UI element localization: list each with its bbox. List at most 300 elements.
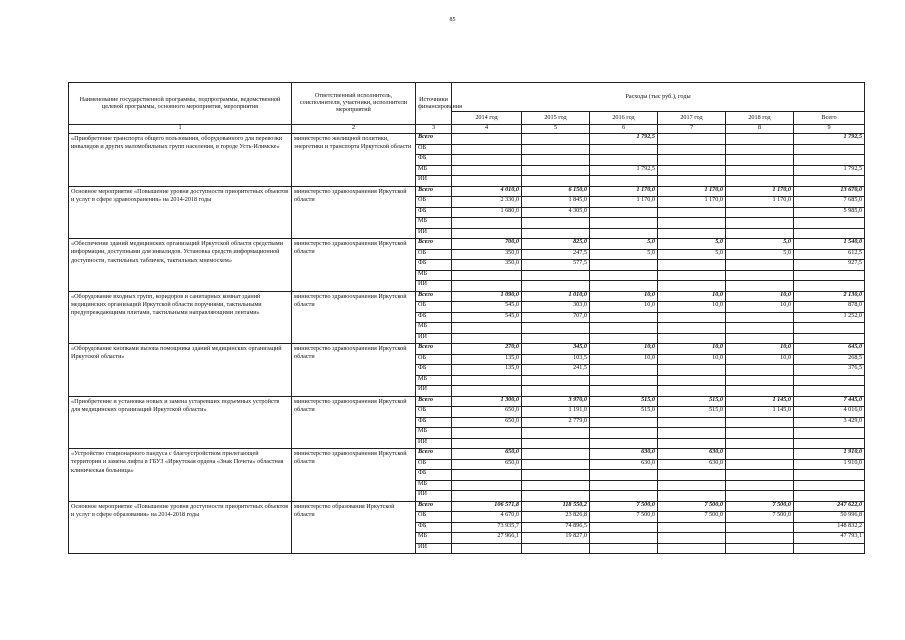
year-value: 10,0: [658, 291, 726, 302]
funding-source: ФБ: [416, 470, 452, 481]
year-value: [726, 312, 794, 323]
year-value: [452, 491, 522, 502]
year-value: 7 500,0: [590, 501, 658, 512]
year-value: [726, 428, 794, 439]
funding-source: ОБ: [416, 407, 452, 418]
year-value: [522, 449, 590, 460]
year-value: 10,0: [590, 344, 658, 355]
year-value: 135,0: [452, 365, 522, 376]
year-value: [590, 155, 658, 166]
year-value: 5,0: [726, 249, 794, 260]
year-value: [522, 480, 590, 491]
year-value: [522, 438, 590, 449]
year-value: [452, 176, 522, 187]
year-value: [590, 533, 658, 544]
responsible-executor: министерство здравоохранения Иркутской области: [292, 449, 416, 502]
total-value: [794, 155, 865, 166]
year-value: [726, 218, 794, 229]
year-value: 4 305,0: [522, 207, 590, 218]
year-value: [726, 438, 794, 449]
year-value: 241,5: [522, 365, 590, 376]
year-value: 7 500,0: [726, 501, 794, 512]
year-value: 1 170,0: [590, 186, 658, 197]
year-value: 1 010,0: [522, 291, 590, 302]
measure-name: «Оборудование кнопками вызова помощника зданий медицинских организаций Иркутской области»: [69, 344, 292, 397]
total-value: 47 793,1: [794, 533, 865, 544]
year-value: 630,0: [658, 459, 726, 470]
column-number: 7: [658, 125, 726, 134]
year-value: [658, 470, 726, 481]
table-body: [69, 134, 865, 554]
funding-source: МБ: [416, 533, 452, 544]
year-value: [522, 459, 590, 470]
year-value: 1 191,0: [522, 407, 590, 418]
header-year: 2018 год: [726, 112, 794, 125]
funding-source: ИИ: [416, 333, 452, 344]
year-value: 10,0: [658, 344, 726, 355]
year-value: 3 970,0: [522, 396, 590, 407]
header-year: 2014 год: [452, 112, 522, 125]
year-value: 630,0: [658, 449, 726, 460]
funding-source: ОБ: [416, 512, 452, 523]
total-value: [794, 470, 865, 481]
funding-source: Всего: [416, 186, 452, 197]
year-value: [522, 270, 590, 281]
year-value: 303,0: [522, 302, 590, 313]
year-value: [726, 543, 794, 554]
year-value: [726, 281, 794, 292]
year-value: [452, 165, 522, 176]
year-value: [452, 480, 522, 491]
year-value: [726, 323, 794, 334]
year-value: [522, 176, 590, 187]
total-value: [794, 491, 865, 502]
total-value: [794, 323, 865, 334]
funding-source: Всего: [416, 449, 452, 460]
funding-source: Всего: [416, 239, 452, 250]
year-value: 515,0: [590, 396, 658, 407]
total-value: [794, 375, 865, 386]
year-value: [726, 459, 794, 470]
year-value: 10,0: [590, 302, 658, 313]
expenses-table: [68, 82, 865, 554]
year-value: [726, 207, 794, 218]
page-number: 85: [449, 17, 456, 23]
funding-source: ИИ: [416, 543, 452, 554]
year-value: [726, 449, 794, 460]
funding-source: ОБ: [416, 249, 452, 260]
funding-source: МБ: [416, 323, 452, 334]
year-value: [590, 480, 658, 491]
year-value: [658, 144, 726, 155]
year-value: 5,0: [658, 249, 726, 260]
total-value: [794, 333, 865, 344]
year-value: [522, 165, 590, 176]
column-number: 9: [794, 125, 865, 134]
year-value: [590, 333, 658, 344]
funding-source: ФБ: [416, 207, 452, 218]
year-value: 5,0: [726, 239, 794, 250]
year-value: 10,0: [726, 302, 794, 313]
year-value: 10,0: [658, 302, 726, 313]
year-value: [658, 428, 726, 439]
year-value: [658, 386, 726, 397]
year-value: 103,5: [522, 354, 590, 365]
year-value: 345,0: [522, 344, 590, 355]
responsible-executor: министерство здравоохранения Иркутской области: [292, 239, 416, 292]
year-value: [452, 144, 522, 155]
funding-source: МБ: [416, 428, 452, 439]
funding-source: ФБ: [416, 260, 452, 271]
table-row: [69, 134, 865, 145]
table-row: [69, 239, 865, 250]
table-row: [69, 501, 865, 512]
year-value: 4 010,0: [452, 186, 522, 197]
year-value: 650,0: [452, 407, 522, 418]
year-value: [726, 480, 794, 491]
year-value: [590, 428, 658, 439]
year-value: 1 792,5: [590, 134, 658, 145]
column-number: 5: [522, 125, 590, 134]
year-value: [452, 323, 522, 334]
funding-source: МБ: [416, 480, 452, 491]
table-row: [69, 291, 865, 302]
table-row: [69, 344, 865, 355]
funding-source: ОБ: [416, 459, 452, 470]
year-value: 7 500,0: [726, 512, 794, 523]
year-value: [452, 428, 522, 439]
header-year: 2017 год: [658, 112, 726, 125]
year-value: [452, 270, 522, 281]
year-value: [726, 134, 794, 145]
year-value: [658, 270, 726, 281]
total-value: [794, 218, 865, 229]
year-value: [726, 333, 794, 344]
year-value: [658, 365, 726, 376]
year-value: [590, 228, 658, 239]
table-row: [69, 186, 865, 197]
year-value: [522, 491, 590, 502]
year-value: [590, 281, 658, 292]
year-value: 1 170,0: [590, 197, 658, 208]
year-value: 10,0: [590, 291, 658, 302]
total-value: 7 685,0: [794, 197, 865, 208]
year-value: 545,0: [452, 312, 522, 323]
year-value: [452, 470, 522, 481]
year-value: [658, 260, 726, 271]
year-value: 1 145,0: [726, 407, 794, 418]
year-value: 270,0: [452, 344, 522, 355]
year-value: [658, 312, 726, 323]
year-value: [522, 134, 590, 145]
total-value: [794, 428, 865, 439]
year-value: 106 571,8: [452, 501, 522, 512]
funding-source: ИИ: [416, 176, 452, 187]
year-value: [726, 533, 794, 544]
year-value: [590, 491, 658, 502]
responsible-executor: министерство здравоохранения Иркутской области: [292, 291, 416, 344]
funding-source: ОБ: [416, 197, 452, 208]
year-value: [590, 144, 658, 155]
header-source: Источники финансирования: [416, 83, 452, 125]
table-row: [69, 396, 865, 407]
year-value: 630,0: [590, 459, 658, 470]
year-value: [522, 323, 590, 334]
year-value: [658, 165, 726, 176]
total-value: 2 130,0: [794, 291, 865, 302]
responsible-executor: министерство здравоохранения Иркутской области: [292, 396, 416, 449]
measure-name: «Обеспечение зданий медицинских организаций Иркутской области средствами информации, доступными для инвалидов. Установка средств информационной доступности, тактильных табличек, тактильных мнемосхем»: [69, 239, 292, 292]
year-value: 350,0: [452, 260, 522, 271]
total-value: 247 622,0: [794, 501, 865, 512]
year-value: 135,0: [452, 354, 522, 365]
year-value: [522, 470, 590, 481]
total-value: 612,5: [794, 249, 865, 260]
year-value: 23 826,8: [522, 512, 590, 523]
year-value: 350,0: [452, 249, 522, 260]
year-value: 4 670,0: [452, 512, 522, 523]
year-value: 650,0: [452, 449, 522, 460]
year-value: [658, 491, 726, 502]
year-value: [658, 417, 726, 428]
total-value: 7 445,0: [794, 396, 865, 407]
funding-source: Всего: [416, 396, 452, 407]
year-value: 5,0: [590, 239, 658, 250]
year-value: 1 170,0: [658, 186, 726, 197]
year-value: [522, 218, 590, 229]
year-value: [590, 375, 658, 386]
year-value: [658, 176, 726, 187]
year-value: 118 550,2: [522, 501, 590, 512]
year-value: 74 896,5: [522, 522, 590, 533]
year-value: 10,0: [590, 354, 658, 365]
funding-source: ОБ: [416, 354, 452, 365]
column-number: 8: [726, 125, 794, 134]
year-value: 27 966,1: [452, 533, 522, 544]
year-value: [726, 228, 794, 239]
total-value: [794, 281, 865, 292]
year-value: 2 779,0: [522, 417, 590, 428]
header-name: Наименование государственной программы, подпрограммы, ведомственной целевой программы, основного мероприятия, мероприятия: [69, 83, 292, 125]
year-value: [590, 365, 658, 376]
year-value: [726, 144, 794, 155]
column-number: 6: [590, 125, 658, 134]
year-value: [522, 144, 590, 155]
funding-source: ИИ: [416, 491, 452, 502]
responsible-executor: министерство жилищной политики, энергетики и транспорта Иркутской области: [292, 134, 416, 187]
measure-name: Основное мероприятие «Повышение уровня доступности приоритетных объектов и услуг в сфере здравоохранения» на 2014-2018 годы: [69, 186, 292, 239]
year-value: 7 500,0: [658, 512, 726, 523]
funding-source: ИИ: [416, 438, 452, 449]
year-value: [658, 543, 726, 554]
year-value: [590, 312, 658, 323]
funding-source: МБ: [416, 218, 452, 229]
year-value: [522, 375, 590, 386]
year-value: [658, 533, 726, 544]
year-value: 1 170,0: [726, 186, 794, 197]
funding-source: МБ: [416, 270, 452, 281]
total-value: 13 670,0: [794, 186, 865, 197]
year-value: [452, 281, 522, 292]
year-value: 577,5: [522, 260, 590, 271]
total-value: [794, 144, 865, 155]
total-value: [794, 176, 865, 187]
year-value: 1 090,0: [452, 291, 522, 302]
year-value: [590, 438, 658, 449]
year-value: [590, 470, 658, 481]
measure-name: «Приобретение транспорта общего пользования, оборудованного для перевозки инвалидов и других маломобильных групп населения, в городе Усть-Илимске»: [69, 134, 292, 187]
year-value: [452, 386, 522, 397]
funding-source: МБ: [416, 375, 452, 386]
year-value: 650,0: [452, 459, 522, 470]
funding-source: ИИ: [416, 228, 452, 239]
year-value: [726, 386, 794, 397]
total-value: 5 985,0: [794, 207, 865, 218]
year-value: 10,0: [658, 354, 726, 365]
year-value: [658, 134, 726, 145]
header-year: 2015 год: [522, 112, 590, 125]
year-value: [590, 207, 658, 218]
total-value: 148 832,2: [794, 522, 865, 533]
year-value: [590, 270, 658, 281]
year-value: [522, 333, 590, 344]
year-value: 515,0: [658, 407, 726, 418]
year-value: [658, 522, 726, 533]
year-value: [522, 543, 590, 554]
year-value: 73 935,7: [452, 522, 522, 533]
measure-name: «Устройство стационарного пандуса с благоустройством прилегающей территории и замена лифта в ГБУЗ «Иркутская ордена «Знак Почета» областная клиническая больница»: [69, 449, 292, 502]
funding-source: ИИ: [416, 281, 452, 292]
column-number: 4: [452, 125, 522, 134]
funding-source: ФБ: [416, 365, 452, 376]
total-value: 1 252,0: [794, 312, 865, 323]
funding-source: Всего: [416, 291, 452, 302]
year-value: [590, 543, 658, 554]
funding-source: ИИ: [416, 386, 452, 397]
header-executor: Ответственный исполнитель, соисполнители, участники, исполнители мероприятий: [292, 83, 416, 125]
year-value: [452, 438, 522, 449]
measure-name: «Приобретение и установка новых и замена устаревших подъемных устройств для медицинских организаций Иркутской области»: [69, 396, 292, 449]
total-value: 645,0: [794, 344, 865, 355]
year-value: 10,0: [726, 354, 794, 365]
year-value: [726, 155, 794, 166]
year-value: 1 680,0: [452, 207, 522, 218]
column-number: 1: [69, 125, 292, 134]
year-value: [658, 333, 726, 344]
header-expenses: Расходы (тыс руб.), годы: [452, 83, 865, 112]
measure-name: «Оборудование входных групп, коридоров и санитарных комнат зданий медицинских организаций Иркутской области поручнями, тактильными предупреждающими плитами, тактильными направляющими лентами»: [69, 291, 292, 344]
year-value: 6 150,0: [522, 186, 590, 197]
total-value: 878,0: [794, 302, 865, 313]
responsible-executor: министерство образования Иркутской области: [292, 501, 416, 554]
year-value: [590, 417, 658, 428]
year-value: [726, 270, 794, 281]
total-value: [794, 270, 865, 281]
year-value: [726, 470, 794, 481]
year-value: 247,5: [522, 249, 590, 260]
year-value: 10,0: [726, 291, 794, 302]
header-year: 2016 год: [590, 112, 658, 125]
year-value: [726, 365, 794, 376]
funding-source: МБ: [416, 165, 452, 176]
year-value: [452, 375, 522, 386]
year-value: [726, 176, 794, 187]
total-value: 1 910,0: [794, 459, 865, 470]
year-value: [658, 375, 726, 386]
year-value: 1 845,0: [522, 197, 590, 208]
funding-source: ОБ: [416, 302, 452, 313]
funding-source: Всего: [416, 344, 452, 355]
responsible-executor: министерство здравоохранения Иркутской области: [292, 344, 416, 397]
year-value: [726, 165, 794, 176]
year-value: 825,0: [522, 239, 590, 250]
column-number: 3: [416, 125, 452, 134]
year-value: 7 500,0: [590, 512, 658, 523]
year-value: [452, 543, 522, 554]
year-value: 2 330,0: [452, 197, 522, 208]
year-value: 1 145,0: [726, 396, 794, 407]
funding-source: ФБ: [416, 312, 452, 323]
year-value: 630,0: [590, 449, 658, 460]
year-value: 707,0: [522, 312, 590, 323]
total-value: 927,5: [794, 260, 865, 271]
funding-source: ФБ: [416, 522, 452, 533]
year-value: [658, 155, 726, 166]
table-row: [69, 449, 865, 460]
year-value: [726, 417, 794, 428]
year-value: [452, 134, 522, 145]
year-value: 650,0: [452, 417, 522, 428]
year-value: [590, 176, 658, 187]
funding-source: ФБ: [416, 417, 452, 428]
year-value: 7 500,0: [658, 501, 726, 512]
total-value: 1 792,5: [794, 165, 865, 176]
year-value: [658, 480, 726, 491]
year-value: [452, 218, 522, 229]
year-value: [452, 228, 522, 239]
year-value: 1 170,0: [726, 197, 794, 208]
measure-name: Основное мероприятие «Повышение уровня доступности приоритетных объектов и услуг в сфере образования» на 2014-2018 годы: [69, 501, 292, 554]
total-value: [794, 480, 865, 491]
year-value: 515,0: [658, 396, 726, 407]
total-value: 1 910,0: [794, 449, 865, 460]
year-value: [590, 218, 658, 229]
total-value: 50 996,8: [794, 512, 865, 523]
total-value: [794, 543, 865, 554]
year-value: [658, 323, 726, 334]
year-value: [726, 375, 794, 386]
funding-source: Всего: [416, 134, 452, 145]
column-number: 2: [292, 125, 416, 134]
total-value: 3 429,0: [794, 417, 865, 428]
total-value: 1 792,5: [794, 134, 865, 145]
year-value: [590, 260, 658, 271]
year-value: 700,0: [452, 239, 522, 250]
year-value: 1 170,0: [658, 197, 726, 208]
total-value: [794, 228, 865, 239]
year-value: [590, 386, 658, 397]
year-value: [522, 228, 590, 239]
year-value: [452, 155, 522, 166]
total-value: [794, 386, 865, 397]
year-value: [658, 438, 726, 449]
year-value: [658, 207, 726, 218]
year-value: 19 827,0: [522, 533, 590, 544]
year-value: 545,0: [452, 302, 522, 313]
year-value: 1 792,5: [590, 165, 658, 176]
year-value: 5,0: [590, 249, 658, 260]
year-value: [658, 228, 726, 239]
